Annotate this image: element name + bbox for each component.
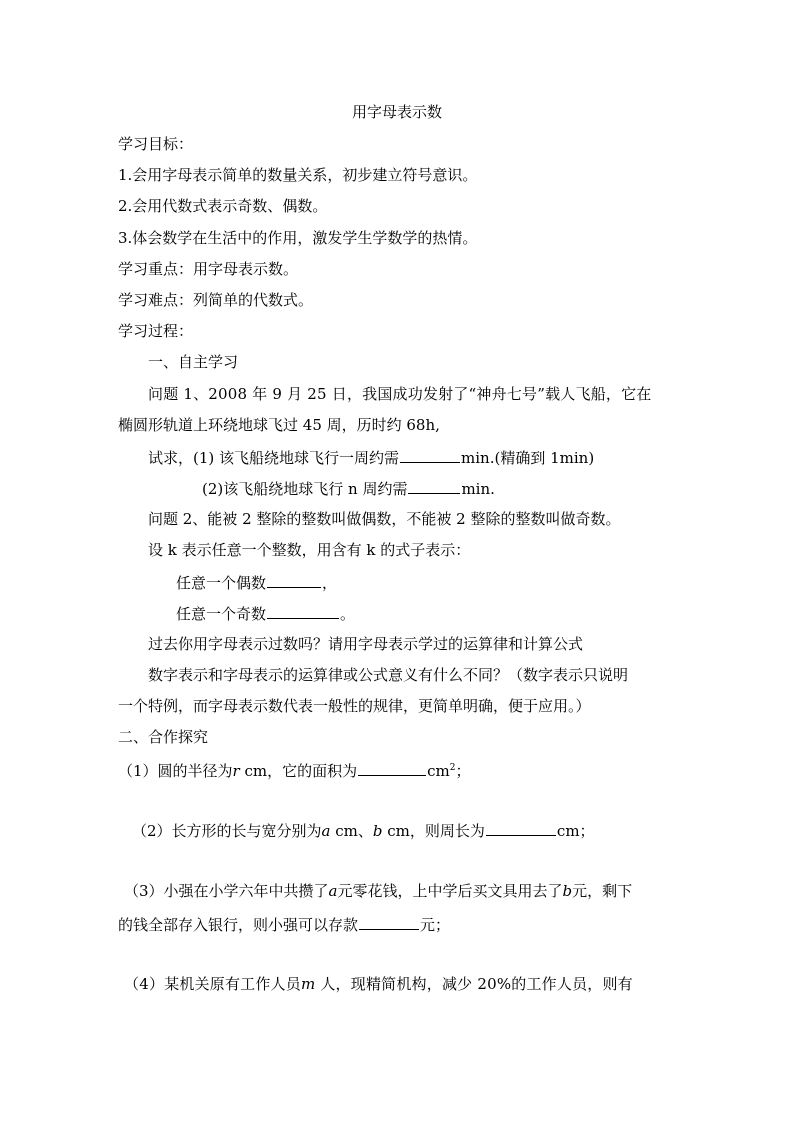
variable-b: b [372,822,383,840]
variable-r: r [232,762,240,780]
question2: 问题 2、能被 2 整除的整数叫做偶数，不能被 2 整除的整数叫做奇数。 [148,510,621,528]
q1b-prefix: (2)该飞船绕地球飞行 n 周约需 [202,480,408,498]
odd-expression [176,603,746,624]
process-heading: 学习过程： [118,322,194,340]
answer-blank[interactable] [486,820,556,836]
problem3-line1 [124,881,694,901]
key-point: 学习重点：用字母表示数。 [118,260,299,278]
variable-a: a [328,882,338,900]
even-suffix: ， [322,574,338,592]
question2-k: 设 k 表示任意一个整数，用含有 k 的式子表示： [148,541,471,559]
p4-prefix: （4）某机关原有工作人员 [124,975,301,993]
even-expression [176,572,746,593]
objective-item: 2.会用代数式表示奇数、偶数。 [118,197,328,215]
q1a-prefix: 试求，(1) 该飞船绕地球飞行一周约需 [148,449,400,467]
p1-middle: cm，它的面积为 [239,762,358,780]
p3-line2-end: 元； [420,916,451,934]
problem2 [132,820,702,841]
objectives-heading: 学习目标： [118,135,194,153]
variable-a: a [321,822,331,840]
p1-unit: cm [427,762,450,780]
difference-line2: 一个特例，而字母表示数代表一般性的规律，更简单明确，便于应用。） [118,697,591,715]
p1-end: ； [455,762,471,780]
even-prefix: 任意一个偶数 [176,574,267,592]
section1-heading: 一、自主学习 [148,353,239,371]
p3-line2-prefix: 的钱全部存入银行，则小强可以存款 [118,916,359,934]
odd-prefix: 任意一个奇数 [176,605,267,623]
answer-blank[interactable] [408,478,460,494]
q1b-suffix: min. [461,480,495,498]
variable-m: m [300,975,316,993]
problem4 [124,974,694,994]
p2-middle1: cm、 [330,822,373,840]
problem1 [118,760,688,781]
odd-suffix: 。 [340,605,356,623]
answer-blank[interactable] [267,603,339,619]
problem3-line2 [118,914,688,935]
past-usage-question: 过去你用字母表示过数吗？请用字母表示学过的运算律和计算公式 [148,635,584,653]
difference-line1: 数字表示和字母表示的运算律或公式意义有什么不同？（数字表示只说明 [148,666,629,684]
q1a-suffix: min.(精确到 1min) [461,449,595,467]
objective-item: 1.会用字母表示简单的数量关系，初步建立符号意识。 [118,166,478,184]
question1-line2: 椭圆形轨道上环绕地球飞过 45 周，历时约 68h, [118,416,440,434]
question1-part-a [148,447,718,468]
objective-item: 3.体会数学在生活中的作用，激发学生学数学的热情。 [118,229,478,247]
p3-prefix: （3）小强在小学六年中共攒了 [124,882,329,900]
p1-prefix: （1）圆的半径为 [118,762,233,780]
p3-middle: 元零花钱，上中学后买文具用去了 [337,882,563,900]
section2-heading: 二、合作探究 [118,728,209,746]
difficulty: 学习难点：列简单的代数式。 [118,291,314,309]
question1-part-b [202,478,772,499]
page-title: 用字母表示数 [351,103,442,121]
p2-end: cm； [556,822,595,840]
p2-prefix: （2）长方形的长与宽分别为 [132,822,322,840]
variable-b: b [562,882,573,900]
p3-tail: 元，剩下 [572,882,633,900]
p2-middle2: cm，则周长为 [382,822,485,840]
answer-blank[interactable] [400,447,460,463]
p4-suffix: 人，现精简机构，减少 20%的工作人员，则有 [315,975,633,993]
answer-blank[interactable] [359,914,419,930]
answer-blank[interactable] [267,572,321,588]
answer-blank[interactable] [358,760,426,776]
p1-superscript: 2 [449,763,456,773]
question1-line1: 问题 1、2008 年 9 月 25 日，我国成功发射了“神舟七号”载人飞船，它在 [148,385,652,403]
